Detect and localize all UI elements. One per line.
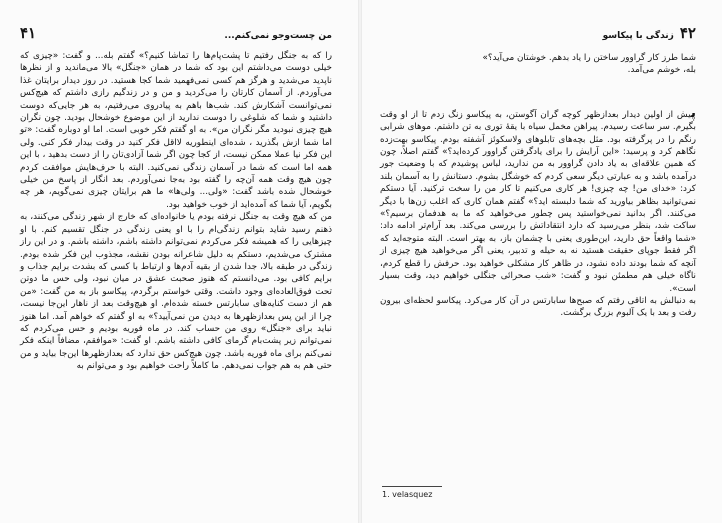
footnote: 1. velasquez bbox=[382, 490, 433, 499]
right-page-body bbox=[380, 52, 696, 320]
page-number: ۴۱ bbox=[20, 24, 37, 42]
right-page bbox=[362, 0, 722, 523]
right-page-header bbox=[380, 24, 696, 44]
left-page bbox=[0, 0, 358, 523]
footnote-rule bbox=[382, 486, 442, 487]
paragraph: شما طرز کار گراوور ساختن را یاد بدهم. خوشتان می‌آید؟» bbox=[482, 53, 696, 63]
paragraph: بله، خوشم می‌آمد. bbox=[627, 65, 696, 76]
paragraph: من که هیچ وقت به جنگل نرفته بودم یا خانواده‌ای که خارج از شهر زندگی می‌کنند، به ذهنم رسید شاید بتوانم زندگی‌ام را با او یعنی زندگی در جنگل تقسیم کنم. با او چیزهایی را که همیشه فکر می‌کردم نمی‌توانم داشته باشم، داشته باشم. و در این راز مشترک می‌شدیم، دستکم به دلیل شاعرانه بودن نقشه، مجذوب این فکر شده بودم. زندگی در طبقه بالا، جدا شدن از بقیه آدم‌ها و ارتباط با کسی که بشدت برایم جذاب و برایم کافی بود. می‌دانستم که هنوز صحبت عشق در میان نبود، ولی حس ما دوتن تحت فوق‌العاده‌ای وجود داشت. وقتی خواستم برگردم، پیکاسو باز به من گفت: «من هم از دست کنایه‌های سابارتس خسته شده‌ام. او هیچ‌وقت بعد از ناهار این‌جا نیست، چرا از این پس بعدازظهرها به دیدن من نمی‌آیید؟» به او گفتم که خواهم آمد. اما هنوز نباید برای «جنگل» روی من حساب کند. در ماه فوریه بودیم و حس می‌کردم که نمی‌توانم زیر پشت‌بام گرمای کافی داشته باشم. او گفت: «موافقم، مضافاً اینکه فکر نمی‌کنم برای ماه فوریه باشد. چون هیچ‌کس حق ندارد که بعدازظهرها این‌جا بیاید و من حتی هم به هم جواب نمی‌دهم. ما کاملاً راحت خواهیم بود و می‌توانم به bbox=[20, 212, 332, 372]
paragraph: را که به جنگل رفتیم تا پشت‌پام‌ها را تماشا کنیم؟» گفتم بله... و گفت: «چیزی که خیلی دوست می‌داشتم این بود که شما در همان «جنگل» بالا می‌ماندید و از نظرها ناپدید می‌شدید و هرگز هم کسی نمی‌فهمید شما کجا هستید. در روز دیدار برایتان غذا می‌آوردم. از آسمان کارتان را می‌کردید و من و در زندگیم رازی داشتم که هیچ‌کس نمی‌توانست آشکارش کند. شب‌ها باهم به پیادروی می‌رفتیم، به هر جایی‌که دوست داشتید و شما که شلوغی را دوست ندارید از این موضوع خوشحال بودید. چون نگران هیچ چیزی نبودید مگر نگران من». به او گفتم فکر خوبی است. اما او دوباره گفت: «تو اما شما ازش بگذرید ، شده‌ای اینطوریه لااقل فکر کنید در وقت بیدار فکر کنی. ولی این فکر نیا عملا ممکن نیست، از کجا چون اگر شما آزادی‌تان را از دست بدهید ، با این همه اما است که شما در آسمان زندگی نمی‌کنید. البته با حرف‌هایش موافقت کردم چون هیچ وقت همه آن‌چه را گفته بود به‌جا نمی‌آوردم. بعد انگار از پاسخ من خیلی خوشحال شده باشد گفت: «ولی... ولی‌ها» ما هم برایتان چیزی نمی‌گویم، هر چه بگویم، آیا شما که آمده‌اید از خوب خواهید بود. bbox=[20, 51, 332, 210]
page-number: ۴۲ bbox=[679, 24, 696, 42]
running-head: من چست‌وجو نمی‌کنم... bbox=[224, 31, 332, 41]
section-break bbox=[380, 77, 696, 107]
left-page-body bbox=[20, 50, 332, 373]
running-head: زندگی با پیکاسو bbox=[602, 31, 674, 41]
paragraph: به دنبالش به اتاقی رفتم که صبح‌ها سابارتس در آن کار می‌کرد. پیکاسو لحظه‌ای بیرون رفت و بعد با یک آلبوم بزرگ برگشت. bbox=[380, 295, 696, 319]
left-page-header bbox=[20, 24, 332, 44]
paragraph: پیش از اولین دیدار بعدازظهر کوچه گران آگوستن، به پیکاسو زنگ زدم تا از او وقت بگیرم. سر ساعت رسیدم. پیراهن مخمل سیاه با یقهٔ توری به تن داشتم. موهای شرابی رنگم را در پرگرفته بود. مثل بچه‌های تابلوهای ولاسکوئز آشفته بودم. پیکاسو بهت‌زده نگاهم کرد و پرسید: «این آرایش را برای یادگرفتن گراوور کرده‌اید؟» گفتم اصلاً، چون که همین علاقه‌ای به یاد دادن گراوور به من ندارید، لباس پوشیدم که با وضعیت جور درآمده باشد و به عبارتی دیگر سعی کردم که خوشگل بشوم. دستانش را به آسمان بلند کرد: «خدای من! چه چیزی! هر کاری می‌کنیم تا کار من را سخت ترکنید. آیا دستکم نمی‌توانید بظاهر بیاورید که شما دلبسته ‌اید؟» گفتم همان کاری که اغلب زن‌ها با دیگر می‌کنند. اگر بدانید نمی‌خواستید پس چطور می‌خواهید که ما به هدفمان برسیم؟» ساکت شد، بنظر می‌رسید که دارد انتقاداتش را بررسی می‌کند. بعد آرام‌تر ادامه داد: «شما واقعاً حق دارید، این‌طوری یعنی با چشمان باز، به بهتر است. البته متوجه‌اید که اگر فقط جوپای حقیقت هستید نه به حیله و تدبیر، یعنی اگر می‌خواهید هیچ چیزی از آنچه که شما بودند داده نشود، در ظاهر کار مشکلی خواهید بود. حرفش را قطع کردم، ناگاه خیلی هم مطمئن نبود و گفت: «شب صحرائی جنگلی خواهیم دید، وقت بسیار است». bbox=[380, 104, 696, 294]
